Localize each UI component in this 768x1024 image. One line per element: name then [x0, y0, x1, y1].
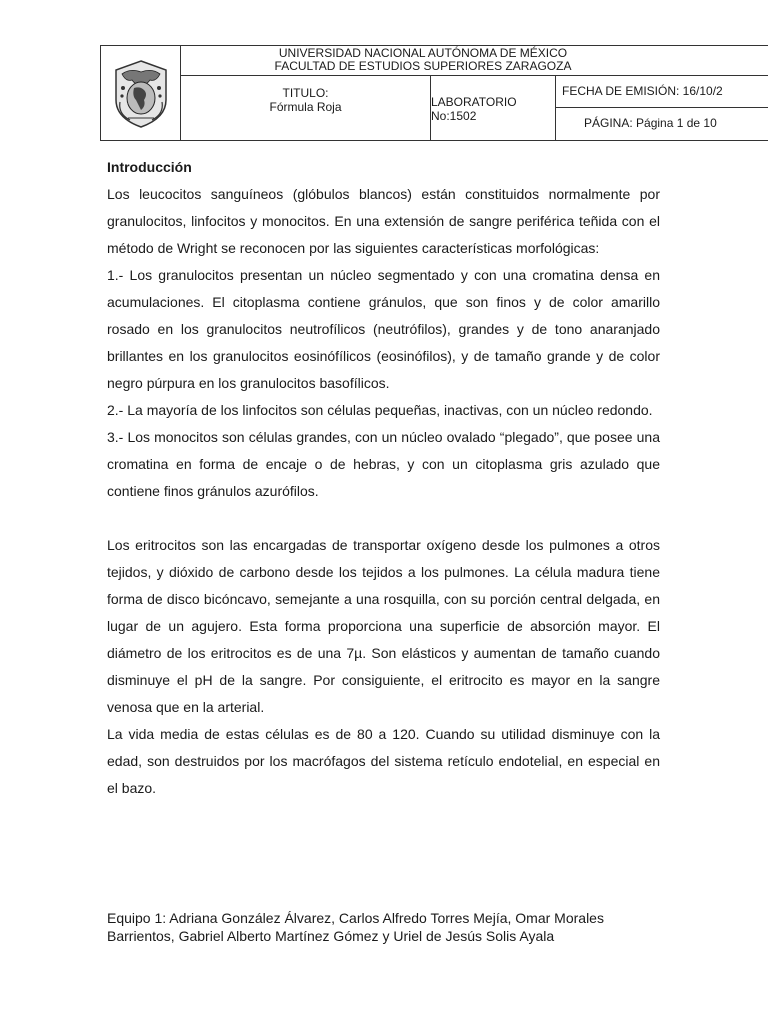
document-header	[100, 45, 768, 141]
paragraph-leucocitos: Los leucocitos sanguíneos (glóbulos blancos) están constituidos normalmente por granulocitos, linfocitos y monocitos. En una extensión de sangre periférica teñida con el método de Wright se reconocen por las siguientes características morfológicas:	[107, 186, 660, 256]
document-body	[107, 154, 660, 802]
title-label: TITULO:	[282, 86, 329, 100]
paragraph-granulocitos: 1.- Los granulocitos presentan un núcleo segmentado y con una cromatina densa en acumulaciones. El citoplasma contiene gránulos, que son finos y de color amarillo rosado en los granulocitos neutrofílicos (neutrófilos), grandes y de tono anaranjado brillantes en los granulocitos eosinófílicos (eosinófilos), y de tamaño grande y de color negro púrpura en los granulocitos basofílicos.	[107, 267, 660, 391]
title-value: Fórmula Roja	[269, 100, 342, 114]
section-heading: Introducción	[107, 159, 192, 175]
page-number: PÁGINA: Página 1 de 10	[584, 116, 717, 130]
faculty-name: FACULTAD DE ESTUDIOS SUPERIORES ZARAGOZA	[274, 59, 572, 73]
paragraph-spacer	[107, 505, 660, 532]
paragraph-vida-media: La vida media de estas células es de 80 a 120. Cuando su utilidad disminuye con la edad, son destruidos por los macrófagos del sistema retículo endotelial, en especial en el bazo.	[107, 726, 660, 796]
team-credits-line-2: Barrientos, Gabriel Alberto Martínez Gómez y Uriel de Jesús Solis Ayala	[107, 928, 555, 944]
issue-date: FECHA DE EMISIÓN: 16/10/2	[556, 76, 768, 108]
unam-seal-icon	[110, 58, 172, 130]
team-credits	[107, 909, 667, 945]
team-credits-line-1: Equipo 1: Adriana González Álvarez, Carlos Alfredo Torres Mejía, Omar Morales	[107, 910, 604, 926]
university-logo-cell	[101, 46, 181, 141]
paragraph-linfocitos: 2.- La mayoría de los linfocitos son células pequeñas, inactivas, con un núcleo redondo.	[107, 402, 653, 418]
university-name: UNIVERSIDAD NACIONAL AUTÓNOMA DE MÉXICO	[278, 46, 568, 60]
lab-number: LABORATORIO No:1502	[431, 76, 556, 141]
paragraph-monocitos: 3.- Los monocitos son células grandes, con un núcleo ovalado “plegado”, que posee una cromatina en forma de encaje o de hebras, y con un citoplasma gris azulado que contiene finos gránulos azurófilos.	[107, 429, 660, 499]
title-cell	[181, 76, 431, 141]
institution-block	[181, 46, 768, 76]
paragraph-eritrocitos: Los eritrocitos son las encargadas de transportar oxígeno desde los pulmones a otros tejidos, y dióxido de carbono desde los tejidos a los pulmones. La célula madura tiene forma de disco bicóncavo, semejante a una rosquilla, con su porción central delgada, en lugar de un agujero. Esta forma proporciona una superficie de absorción mayor. El diámetro de los eritrocitos es de una 7µ. Son elásticos y aumentan de tamaño cuando disminuye el pH de la sangre. Por consiguiente, el eritrocito es mayor en la sangre venosa que en la arterial.	[107, 537, 660, 715]
